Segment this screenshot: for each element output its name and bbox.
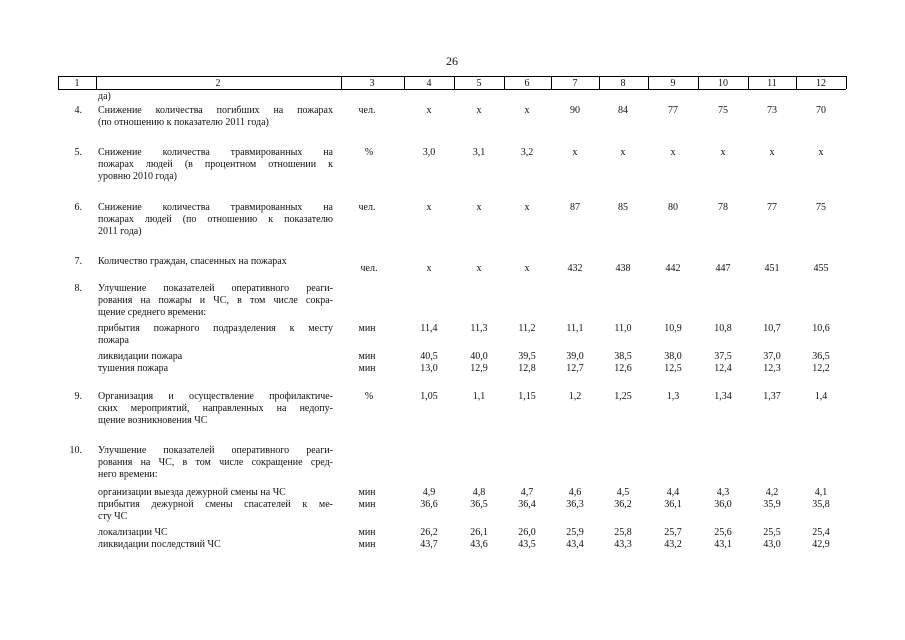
row-text: 2011 года) <box>98 226 142 237</box>
value-cell: 25,8 <box>614 527 632 538</box>
value-cell: 43,6 <box>470 539 488 550</box>
value-cell: х <box>524 263 530 274</box>
header-cell: 5 <box>476 78 482 89</box>
value-cell: х <box>720 147 726 158</box>
value-cell: 12,7 <box>566 363 584 374</box>
header-divider <box>504 76 505 89</box>
unit-cell: мин <box>358 487 376 498</box>
page-number: 26 <box>446 54 458 68</box>
row-text: Улучшение показателей оперативного реаги- <box>98 445 333 456</box>
value-cell: 26,2 <box>420 527 438 538</box>
value-cell: 36,2 <box>614 499 632 510</box>
row-text: щение среднего времени: <box>98 307 207 318</box>
value-cell: 3,1 <box>472 147 486 158</box>
value-cell: 39,5 <box>518 351 536 362</box>
value-cell: 12,8 <box>518 363 536 374</box>
header-divider <box>551 76 552 89</box>
header-cell: 4 <box>426 78 432 89</box>
value-cell: 43,1 <box>714 539 732 550</box>
value-cell: 43,0 <box>763 539 781 550</box>
value-cell: х <box>769 147 775 158</box>
value-cell: 36,3 <box>566 499 584 510</box>
value-cell: 84 <box>618 105 628 116</box>
sub-row-text: локализации ЧС <box>98 527 168 538</box>
value-cell: 43,3 <box>614 539 632 550</box>
unit-cell: мин <box>358 351 376 362</box>
value-cell: х <box>572 147 578 158</box>
unit-cell: чел. <box>360 263 378 274</box>
sub-row-text: сту ЧС <box>98 511 128 522</box>
value-cell: 1,1 <box>472 391 486 402</box>
sub-row-text: пожара <box>98 335 129 346</box>
header-cell: 1 <box>74 78 80 89</box>
value-cell: 4,8 <box>472 487 486 498</box>
row-number: 7. <box>74 256 82 267</box>
header-divider <box>454 76 455 89</box>
row-text: рования на ЧС, в том числе сокращение сред- <box>98 457 333 468</box>
value-cell: 43,4 <box>566 539 584 550</box>
value-cell: 78 <box>718 202 728 213</box>
unit-cell: % <box>364 391 374 402</box>
header-cell: 12 <box>816 78 826 89</box>
value-cell: 4,1 <box>814 487 828 498</box>
value-cell: 90 <box>570 105 580 116</box>
table-top-border <box>58 76 846 77</box>
value-cell: 36,0 <box>714 499 732 510</box>
value-cell: 25,9 <box>566 527 584 538</box>
header-cell: 8 <box>620 78 626 89</box>
value-cell: 10,6 <box>812 323 830 334</box>
unit-cell: чел. <box>358 202 376 213</box>
unit-cell: чел. <box>358 105 376 116</box>
header-cell: 2 <box>215 78 221 89</box>
value-cell: 1,37 <box>763 391 781 402</box>
continued-text: да) <box>98 91 111 102</box>
value-cell: 40,5 <box>420 351 438 362</box>
value-cell: 39,0 <box>566 351 584 362</box>
value-cell: 12,5 <box>664 363 682 374</box>
value-cell: 36,5 <box>812 351 830 362</box>
header-cell: 7 <box>572 78 578 89</box>
row-text: Улучшение показателей оперативного реаги- <box>98 283 333 294</box>
header-divider <box>404 76 405 89</box>
value-cell: 36,6 <box>420 499 438 510</box>
value-cell: 11,3 <box>470 323 488 334</box>
value-cell: 1,2 <box>568 391 582 402</box>
value-cell: 10,9 <box>664 323 682 334</box>
header-divider <box>599 76 600 89</box>
value-cell: 38,5 <box>614 351 632 362</box>
value-cell: х <box>476 202 482 213</box>
sub-row-text: ликвидации пожара <box>98 351 183 362</box>
unit-cell: мин <box>358 323 376 334</box>
value-cell: 455 <box>813 263 829 274</box>
value-cell: 12,4 <box>714 363 732 374</box>
value-cell: 1,05 <box>420 391 438 402</box>
value-cell: 35,9 <box>763 499 781 510</box>
value-cell: х <box>426 105 432 116</box>
header-divider <box>796 76 797 89</box>
header-cell: 3 <box>369 78 375 89</box>
row-text: Организация и осуществление профилактиче- <box>98 391 333 402</box>
value-cell: 25,7 <box>664 527 682 538</box>
value-cell: 4,6 <box>568 487 582 498</box>
row-text: пожарах людей (в процентном отношении к <box>98 159 333 170</box>
value-cell: 36,5 <box>470 499 488 510</box>
row-text: Количество граждан, спасенных на пожарах <box>98 256 287 267</box>
value-cell: 73 <box>767 105 777 116</box>
value-cell: х <box>476 105 482 116</box>
value-cell: 36,4 <box>518 499 536 510</box>
value-cell: 75 <box>718 105 728 116</box>
header-cell: 9 <box>670 78 676 89</box>
row-text: щение возникновения ЧС <box>98 415 208 426</box>
value-cell: 77 <box>668 105 678 116</box>
value-cell: 12,2 <box>812 363 830 374</box>
header-divider <box>748 76 749 89</box>
row-text: Снижение количества травмированных на <box>98 147 333 158</box>
sub-row-text: прибытия дежурной смены спасателей к ме- <box>98 499 333 510</box>
value-cell: 12,3 <box>763 363 781 374</box>
value-cell: 37,0 <box>763 351 781 362</box>
value-cell: 432 <box>567 263 583 274</box>
value-cell: 4,4 <box>666 487 680 498</box>
value-cell: 25,4 <box>812 527 830 538</box>
unit-cell: мин <box>358 527 376 538</box>
value-cell: 11,1 <box>566 323 584 334</box>
row-text: ских мероприятий, направленных на недопу- <box>98 403 333 414</box>
value-cell: 1,15 <box>518 391 536 402</box>
value-cell: 3,0 <box>422 147 436 158</box>
row-number: 8. <box>74 283 82 294</box>
value-cell: 1,4 <box>814 391 828 402</box>
unit-cell: мин <box>358 499 376 510</box>
value-cell: х <box>620 147 626 158</box>
value-cell: 37,5 <box>714 351 732 362</box>
value-cell: 87 <box>570 202 580 213</box>
value-cell: 42,9 <box>812 539 830 550</box>
value-cell: 4,7 <box>520 487 534 498</box>
row-text: него времени: <box>98 469 158 480</box>
value-cell: 1,34 <box>714 391 732 402</box>
row-text: Снижение количества погибших на пожарах <box>98 105 333 116</box>
value-cell: 26,1 <box>470 527 488 538</box>
value-cell: 1,3 <box>666 391 680 402</box>
value-cell: х <box>476 263 482 274</box>
value-cell: 1,25 <box>614 391 632 402</box>
value-cell: 12,9 <box>470 363 488 374</box>
value-cell: 438 <box>615 263 631 274</box>
unit-cell: мин <box>358 363 376 374</box>
value-cell: х <box>524 202 530 213</box>
header-cell: 11 <box>767 78 777 89</box>
unit-cell: мин <box>358 539 376 550</box>
value-cell: 70 <box>816 105 826 116</box>
sub-row-text: организации выезда дежурной смены на ЧС <box>98 487 286 498</box>
value-cell: 80 <box>668 202 678 213</box>
value-cell: 4,9 <box>422 487 436 498</box>
value-cell: 26,0 <box>518 527 536 538</box>
value-cell: 25,6 <box>714 527 732 538</box>
value-cell: 85 <box>618 202 628 213</box>
value-cell: 4,5 <box>616 487 630 498</box>
unit-cell: % <box>364 147 374 158</box>
header-divider <box>96 76 97 89</box>
row-number: 10. <box>69 445 82 456</box>
value-cell: 4,3 <box>716 487 730 498</box>
value-cell: 12,6 <box>614 363 632 374</box>
value-cell: 43,5 <box>518 539 536 550</box>
value-cell: х <box>524 105 530 116</box>
row-number: 4. <box>74 105 82 116</box>
row-text: пожарах людей (по отношению к показателю <box>98 214 333 225</box>
header-bottom-border <box>58 89 846 90</box>
value-cell: 13,0 <box>420 363 438 374</box>
value-cell: 442 <box>665 263 681 274</box>
value-cell: 11,2 <box>518 323 536 334</box>
header-divider <box>698 76 699 89</box>
value-cell: 35,8 <box>812 499 830 510</box>
header-cell: 6 <box>524 78 530 89</box>
row-number: 6. <box>74 202 82 213</box>
header-divider <box>58 76 59 89</box>
row-number: 5. <box>74 147 82 158</box>
value-cell: 4,2 <box>765 487 779 498</box>
value-cell: 77 <box>767 202 777 213</box>
value-cell: х <box>426 263 432 274</box>
value-cell: 36,1 <box>664 499 682 510</box>
sub-row-text: ликвидации последствий ЧС <box>98 539 221 550</box>
value-cell: 75 <box>816 202 826 213</box>
row-text: рования на пожары и ЧС, в том числе сокра- <box>98 295 333 306</box>
row-text: уровню 2010 года) <box>98 171 177 182</box>
value-cell: х <box>670 147 676 158</box>
row-number: 9. <box>74 391 82 402</box>
header-divider <box>846 76 847 89</box>
value-cell: 40,0 <box>470 351 488 362</box>
header-divider <box>341 76 342 89</box>
value-cell: х <box>818 147 824 158</box>
sub-row-text: тушения пожара <box>98 363 169 374</box>
value-cell: 3,2 <box>520 147 534 158</box>
value-cell: 447 <box>715 263 731 274</box>
row-text: (по отношению к показателю 2011 года) <box>98 117 269 128</box>
value-cell: х <box>426 202 432 213</box>
value-cell: 10,7 <box>763 323 781 334</box>
value-cell: 43,2 <box>664 539 682 550</box>
header-cell: 10 <box>718 78 728 89</box>
value-cell: 11,0 <box>614 323 632 334</box>
header-divider <box>648 76 649 89</box>
value-cell: 451 <box>764 263 780 274</box>
value-cell: 25,5 <box>763 527 781 538</box>
sub-row-text: прибытия пожарного подразделения к месту <box>98 323 333 334</box>
row-text: Снижение количества травмированных на <box>98 202 333 213</box>
value-cell: 11,4 <box>420 323 438 334</box>
value-cell: 38,0 <box>664 351 682 362</box>
value-cell: 10,8 <box>714 323 732 334</box>
value-cell: 43,7 <box>420 539 438 550</box>
